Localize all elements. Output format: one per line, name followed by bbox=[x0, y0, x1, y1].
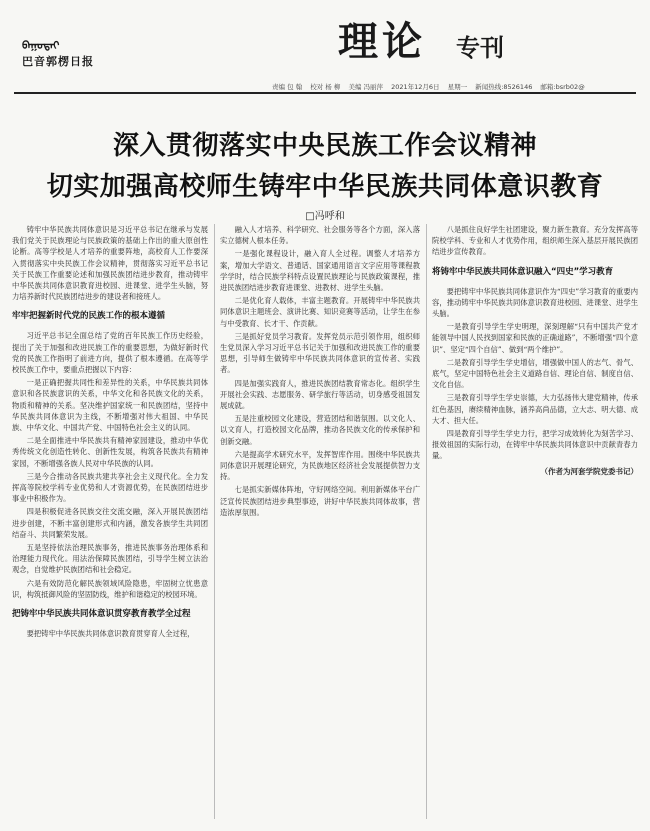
paragraph: 八是抓住良好学生社团建设，聚力新生教育。充分发挥高等院校学科、专业和人才优势作用，组织师生深入基层开展民族团结进步宣传教育。 bbox=[432, 225, 638, 257]
mongolian-title: ᠪᠠᠭᠤᠳᠠᠢ bbox=[22, 39, 60, 52]
masthead-nameplate bbox=[22, 38, 112, 70]
meta-email: 邮箱:bsrb02@ bbox=[540, 83, 585, 91]
paragraph: 三是抓好党员学习教育。发挥党员示范引领作用，组织师生党员深入学习习近平总书记关于加强和改进民族工作的重要思想，引导师生做铸牢中华民族共同体意识的宣传者、实践者。 bbox=[220, 331, 420, 375]
masthead-rule bbox=[14, 92, 636, 94]
paragraph: 五是注重校园文化建设，营造团结和谐氛围。以文化人、以文育人，打造校园文化品牌，推动各民族文化的传承保护和创新交融。 bbox=[220, 414, 420, 446]
logo-theory-text: 理论 bbox=[338, 18, 426, 65]
meta-hotline: 新闻热线:8526146 bbox=[475, 83, 533, 91]
meta-date: 2021年12月6日 bbox=[391, 83, 440, 91]
paragraph: 二是全面推进中华民族共有精神家园建设，推动中华优秀传统文化创造性转化、创新性发展，构筑各民族共有精神家园，不断增强各族人民对中华民族的认同。 bbox=[12, 436, 208, 468]
author-note: （作者为河套学院党委书记） bbox=[540, 466, 638, 476]
logo-special-text: 专刊 bbox=[456, 34, 504, 62]
meta-editor: 责编 包 翰 bbox=[272, 83, 303, 91]
paragraph: 五是坚持依法治理民族事务，推进民族事务治理体系和治理能力现代化。用法治保障民族团结，引导学生树立法治观念，自觉维护民族团结和社会稳定。 bbox=[12, 543, 208, 575]
paragraph: 二是教育引导学生学史增信，增强做中国人的志气、骨气、底气，坚定中国特色社会主义道路自信、理论自信、制度自信、文化自信。 bbox=[432, 357, 638, 390]
paragraph: 习近平总书记全面总结了党的百年民族工作历史经验，提出了关于加强和改进民族工作的重要思想，为做好新时代党的民族工作指明了前进方向，提供了根本遵循。在高等学校民族工作中，要重点把握以下内容： bbox=[12, 331, 208, 375]
paragraph: 七是抓实新媒体阵地，守好网络空间。利用新媒体平台广泛宣传民族团结进步典型事迹，讲好中华民族共同体故事，营造浓厚氛围。 bbox=[220, 485, 420, 517]
paragraph: 四是积极促进各民族交往交流交融，深入开展民族团结进步创建，不断丰富创建形式和内涵，激发各族学生共同团结奋斗、共同繁荣发展。 bbox=[12, 507, 208, 539]
paragraph: 三是今合推动各民族共建共享社会主义现代化。全力发挥高等院校学科专业优势和人才资源优势，在民族团结进步事业中积极作为。 bbox=[12, 471, 208, 504]
paragraph: 一是正确把握共同性和差异性的关系，中华民族共同体意识和各民族意识的关系，中华文化和各民族文化的关系，物质和精神的关系。坚决维护国家统一和民族团结，坚持中华民族共同体意识为主线，不断增强对伟大祖国、中华民族、中华文化、中国共产党、中国特色社会主义的认同。 bbox=[12, 378, 208, 433]
meta-weekday: 星期一 bbox=[447, 83, 468, 91]
headline-line-1: 深入贯彻落实中央民族工作会议精神 bbox=[112, 131, 537, 161]
paragraph: 铸牢中华民族共同体意识是习近平总书记在继承与发展我们党关于民族理论与民族政策的基础上作出的重大原创性论断。高等学校是人才培养的重要阵地，高校育人工作要深入贯彻落实中央民族工作会议精神，贯彻落实习近平总书记关于民族工作重要论述和加强民族团结进步教育，推动铸牢中华民族共同体意识教育进校园、进课堂、进学生头脑，努力培养新时代民族团结进步的建设者和接班人。 bbox=[12, 225, 208, 302]
paper-name: 巴音郭楞日报 bbox=[22, 55, 94, 68]
paragraph: 要把铸牢中华民族共同体意识作为“四史”学习教育的重要内容，推动铸牢中华民族共同体意识教育进校园、进课堂、进学生头脑。 bbox=[432, 286, 638, 319]
paragraph: 二是优化育人载体，丰富主题教育。开展铸牢中华民族共同体意识主题班会、演讲比赛、知识竞赛等活动，让学生在参与中受教育、长才干、作贡献。 bbox=[220, 296, 420, 328]
section-heading: 把铸牢中华民族共同体意识贯穿教育教学全过程 bbox=[12, 609, 191, 620]
paragraph: 一是强化课程设计，融入育人全过程。调整人才培养方案，增加大学语文、普通话、国家通用语言文字应用等课程教学学时，结合民族学科特点设置民族理论与民族政策课程，推进民族团结进步教育进课堂、进教材、进学生头脑。 bbox=[220, 249, 420, 293]
meta-proof: 校对 杨 柳 bbox=[310, 83, 341, 91]
paragraph: 六是提高学术研究水平，发挥智库作用。围绕中华民族共同体意识开展理论研究，为民族地区经济社会发展提供智力支持。 bbox=[220, 449, 420, 482]
masthead bbox=[0, 0, 650, 92]
article-column-1 bbox=[12, 224, 208, 824]
paragraph: 融入人才培养、科学研究、社会服务等各个方面，深入落实立德树人根本任务。 bbox=[220, 225, 420, 246]
paragraph: 一是教育引导学生学史明理，深刻理解“只有中国共产党才能领导中国人民找到国家和民族的正确道路”，不断增强“四个意识”、坚定“四个自信”、做到“两个维护”。 bbox=[432, 322, 638, 354]
paragraph: 三是教育引导学生学史崇德，大力弘扬伟大建党精神，传承红色基因，赓续精神血脉，涵养高尚品德，立大志、明大德、成大才、担大任。 bbox=[432, 393, 638, 425]
paragraph: 四是加强实践育人，推进民族团结教育常态化。组织学生开展社会实践、志愿服务、研学旅行等活动，切身感受祖国发展成就。 bbox=[220, 378, 420, 411]
section-heading: 牢牢把握新时代党的民族工作的根本遵循 bbox=[12, 311, 166, 322]
article-column-3 bbox=[432, 224, 638, 824]
meta-designer: 美编 冯丽萍 bbox=[348, 83, 384, 91]
issue-meta bbox=[272, 82, 632, 91]
section-heading: 将铸牢中华民族共同体意识融入“四史”学习教育 bbox=[432, 266, 614, 277]
article-column-2 bbox=[220, 224, 420, 824]
paragraph: 六是有效防范化解民族领域风险隐患，牢固树立忧患意识，构筑抵御风险的坚固防线，维护和谐稳定的校园环境。 bbox=[12, 578, 208, 599]
section-logo bbox=[338, 10, 528, 70]
paragraph: 要把铸牢中华民族共同体意识教育贯穿育人全过程， bbox=[26, 629, 195, 639]
byline: □冯呼和 bbox=[305, 211, 345, 222]
headline-line-2: 切实加强高校师生铸牢中华民族共同体意识教育 bbox=[46, 172, 604, 202]
column-divider bbox=[214, 224, 215, 819]
column-divider bbox=[426, 224, 427, 819]
paragraph: 四是教育引导学生学史力行，把学习成效转化为刻苦学习、报效祖国的实际行动，在铸牢中华民族共同体意识中贡献青春力量。 bbox=[432, 429, 638, 461]
